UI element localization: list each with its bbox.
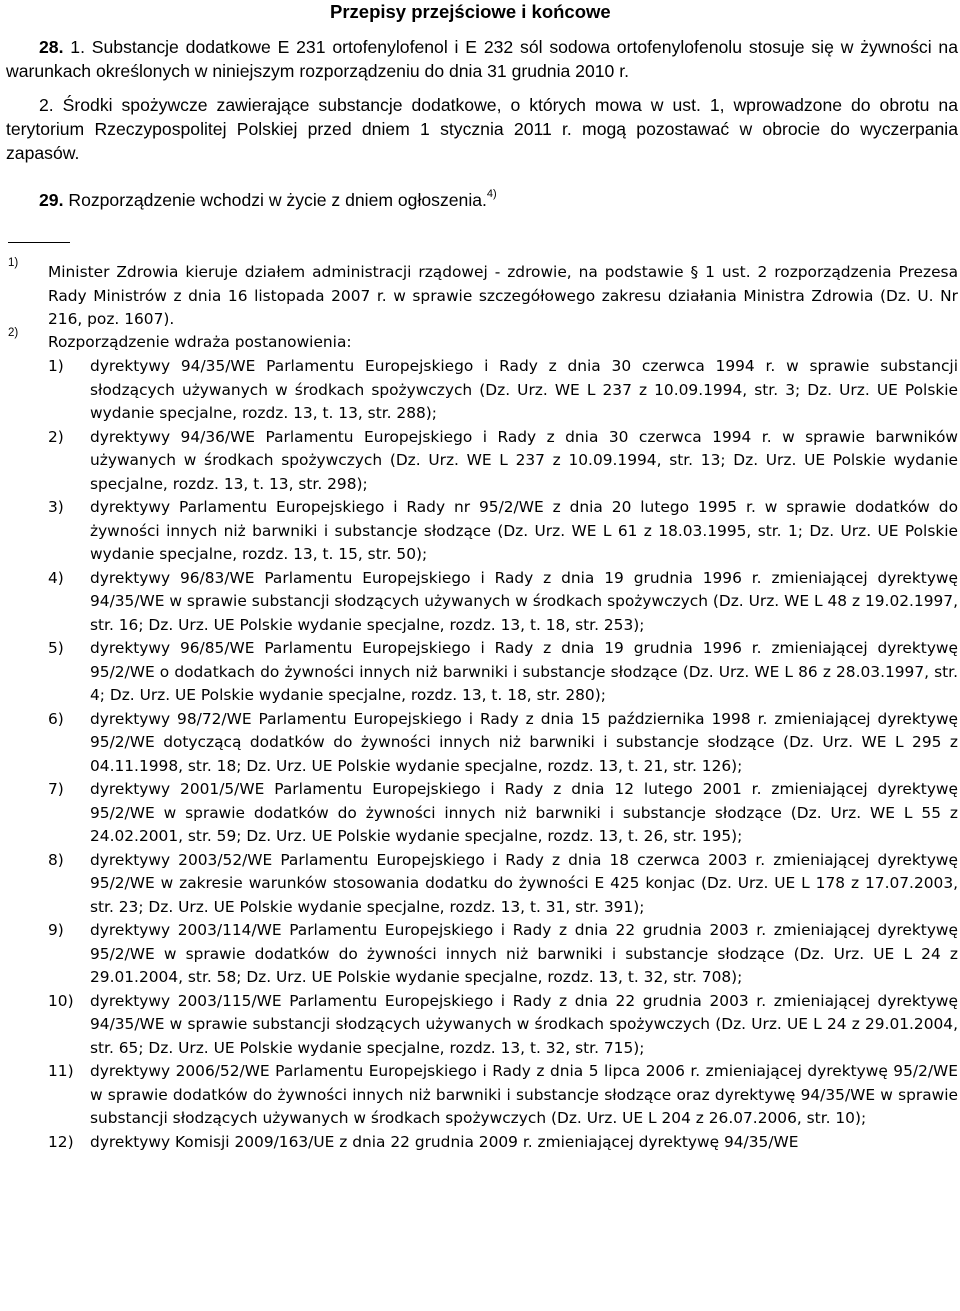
list-item-number: 8)	[48, 850, 64, 869]
list-item-number: 1)	[48, 357, 64, 375]
list-item-text: dyrektywy 2001/5/WE Parlamentu Europejskiego i Rady z dnia 12 lutego 2001 r. zmieniającej dyrektywę 95/2/WE w sprawie dodatków do żywności innych niż barwniki i substancje słodzące (Dz. Urz. WE L 55 z 24.02.2001, str. 59; Dz. Urz. UE Polskie wydanie specjalne, rozdz. 13, t. 26, str. 195);	[90, 780, 958, 845]
list-item	[48, 567, 958, 638]
list-item-number: 5)	[48, 639, 64, 657]
list-item-text: dyrektywy 98/72/WE Parlamentu Europejskiego i Rady z dnia 15 października 1998 r. zmieniającej dyrektywę 95/2/WE dotyczącą dodatków do żywności innych niż barwniki i substancje słodzące (Dz. Urz. WE L 295 z 04.11.1998, str. 18; Dz. Urz. UE Polskie wydanie specjalne, rozdz. 13, t. 21, str. 126);	[90, 709, 958, 775]
paragraph-29	[39, 188, 639, 215]
list-item	[48, 778, 958, 849]
list-item	[48, 919, 958, 990]
list-item	[48, 708, 958, 779]
directive-list	[48, 355, 958, 1154]
list-item	[48, 426, 958, 497]
list-item-number: 11)	[48, 1062, 74, 1080]
list-item-text: dyrektywy 2006/52/WE Parlamentu Europejskiego i Rady z dnia 5 lipca 2006 r. zmieniającej dyrektywę 95/2/WE w sprawie dodatków do żywności innych niż barwniki i substancje słodzące oraz dyrektywę 94/35/WE w sprawie substancji słodzących używanych w środkach spożywczych (Dz. Urz. UE L 204 z 26.07.2006, str. 10);	[90, 1062, 958, 1127]
footnote-2-mark: 2)	[8, 327, 19, 339]
list-item	[48, 849, 958, 920]
paragraph-number: 28.	[39, 37, 64, 57]
list-item	[48, 496, 958, 567]
footnote-1-mark: 1)	[8, 257, 19, 269]
list-item-number: 9)	[48, 921, 64, 939]
paragraph-28-1	[6, 35, 958, 83]
list-item-text: dyrektywy Komisji 2009/163/UE z dnia 22 grudnia 2009 r. zmieniającej dyrektywę 94/35/WE	[90, 1132, 799, 1151]
footnote-2-intro: Rozporządzenie wdraża postanowienia:	[48, 333, 352, 351]
list-item	[48, 355, 958, 426]
list-item-text: dyrektywy 94/35/WE Parlamentu Europejskiego i Rady z dnia 30 czerwca 1994 r. w sprawie substancji słodzących używanych w środkach spożywczych (Dz. Urz. WE L 237 z 10.09.1994, str. 3; Dz. Urz. UE Polskie wydanie specjalne, rozdz. 13, t. 13, str. 288);	[90, 357, 958, 422]
list-item-text: dyrektywy Parlamentu Europejskiego i Rady nr 95/2/WE z dnia 20 lutego 1995 r. w sprawie dodatków do żywności innych niż barwniki i substancje słodzące (Dz. Urz. WE L 61 z 18.03.1995, str. 1; Dz. Urz. UE Polskie wydanie specjalne, rozdz. 13, t. 15, str. 50);	[90, 498, 958, 563]
list-item	[48, 637, 958, 708]
list-item-number: 10)	[48, 991, 74, 1010]
list-item	[48, 990, 958, 1061]
footnote-separator	[8, 242, 70, 243]
list-item	[48, 1131, 958, 1155]
list-item-text: dyrektywy 2003/52/WE Parlamentu Europejskiego i Rady z dnia 18 czerwca 2003 r. zmieniającej dyrektywę 95/2/WE w zakresie warunków stosowania dodatku do żywności E 425 konjac (Dz. Urz. UE L 178 z 17.07.2003, str. 23; Dz. Urz. UE Polskie wydanie specjalne, rozdz. 13, t. 31, str. 391);	[90, 850, 958, 916]
paragraph-text: 1. Substancje dodatkowe E 231 ortofenylofenol i E 232 sól sodowa ortofenylofenolu stosuje się w żywności na warunkach określonych w niniejszym rozporządzeniu do dnia 31 grudnia 2010 r.	[6, 37, 958, 81]
list-item-number: 2)	[48, 427, 64, 446]
list-item-text: dyrektywy 2003/114/WE Parlamentu Europejskiego i Rady z dnia 22 grudnia 2003 r. zmieniającej dyrektywę 95/2/WE w sprawie dodatków do żywności innych niż barwniki i substancje słodzące (Dz. Urz. UE L 24 z 29.01.2004, str. 58; Dz. Urz. UE Polskie wydanie specjalne, rozdz. 13, t. 32, str. 708);	[90, 921, 958, 986]
list-item-number: 4)	[48, 568, 64, 587]
list-item-number: 12)	[48, 1132, 74, 1151]
list-item-number: 3)	[48, 498, 64, 516]
list-item-number: 7)	[48, 780, 64, 798]
paragraph-28-2: 2. Środki spożywcze zawierające substancje dodatkowe, o których mowa w ust. 1, wprowadzone do obrotu na terytorium Rzeczypospolitej Polskiej przed dniem 1 stycznia 2011 r. mogą pozostawać w obrocie do wyczerpania zapasów.	[6, 95, 958, 163]
list-item-text: dyrektywy 2003/115/WE Parlamentu Europejskiego i Rady z dnia 22 grudnia 2003 r. zmieniającej dyrektywę 94/35/WE w sprawie substancji słodzących używanych w środkach spożywczych (Dz. Urz. UE L 24 z 29.01.2004, str. 65; Dz. Urz. UE Polskie wydanie specjalne, rozdz. 13, t. 32, str. 715);	[90, 991, 958, 1057]
list-item-text: dyrektywy 94/36/WE Parlamentu Europejskiego i Rady z dnia 30 czerwca 1994 r. w sprawie barwników używanych w środkach spożywczych (Dz. Urz. WE L 237 z 10.09.1994, str. 13; Dz. Urz. UE Polskie wydanie specjalne, rozdz. 13, t. 13, str. 298);	[90, 427, 958, 493]
paragraph-number: 29.	[39, 190, 64, 210]
section-heading: Przepisy przejściowe i końcowe	[330, 1, 611, 22]
list-item-text: dyrektywy 96/83/WE Parlamentu Europejskiego i Rady z dnia 19 grudnia 1996 r. zmieniającej dyrektywę 94/35/WE w sprawie substancji słodzących używanych w środkach spożywczych (Dz. Urz. WE L 48 z 19.02.1997, str. 16; Dz. Urz. UE Polskie wydanie specjalne, rozdz. 13, t. 18, str. 253);	[90, 568, 958, 634]
list-item-number: 6)	[48, 709, 64, 728]
list-item	[48, 1060, 958, 1131]
footnote-reference: 4)	[486, 188, 497, 200]
footnote-1-text: Minister Zdrowia kieruje działem administracji rządowej - zdrowie, na podstawie § 1 ust. 2 rozporządzenia Prezesa Rady Ministrów z dnia 16 listopada 2007 r. w sprawie szczegółowego zakresu działania Ministra Zdrowia (Dz. U. Nr 216, poz. 1607).	[48, 263, 958, 328]
list-item-text: dyrektywy 96/85/WE Parlamentu Europejskiego i Rady z dnia 19 grudnia 1996 r. zmieniającej dyrektywę 95/2/WE o dodatkach do żywności innych niż barwniki i substancje słodzące (Dz. Urz. WE L 86 z 28.03.1997, str. 4; Dz. Urz. UE Polskie wydanie specjalne, rozdz. 13, t. 18, str. 280);	[90, 639, 958, 704]
paragraph-text: Rozporządzenie wchodzi w życie z dniem ogłoszenia.	[68, 190, 487, 210]
